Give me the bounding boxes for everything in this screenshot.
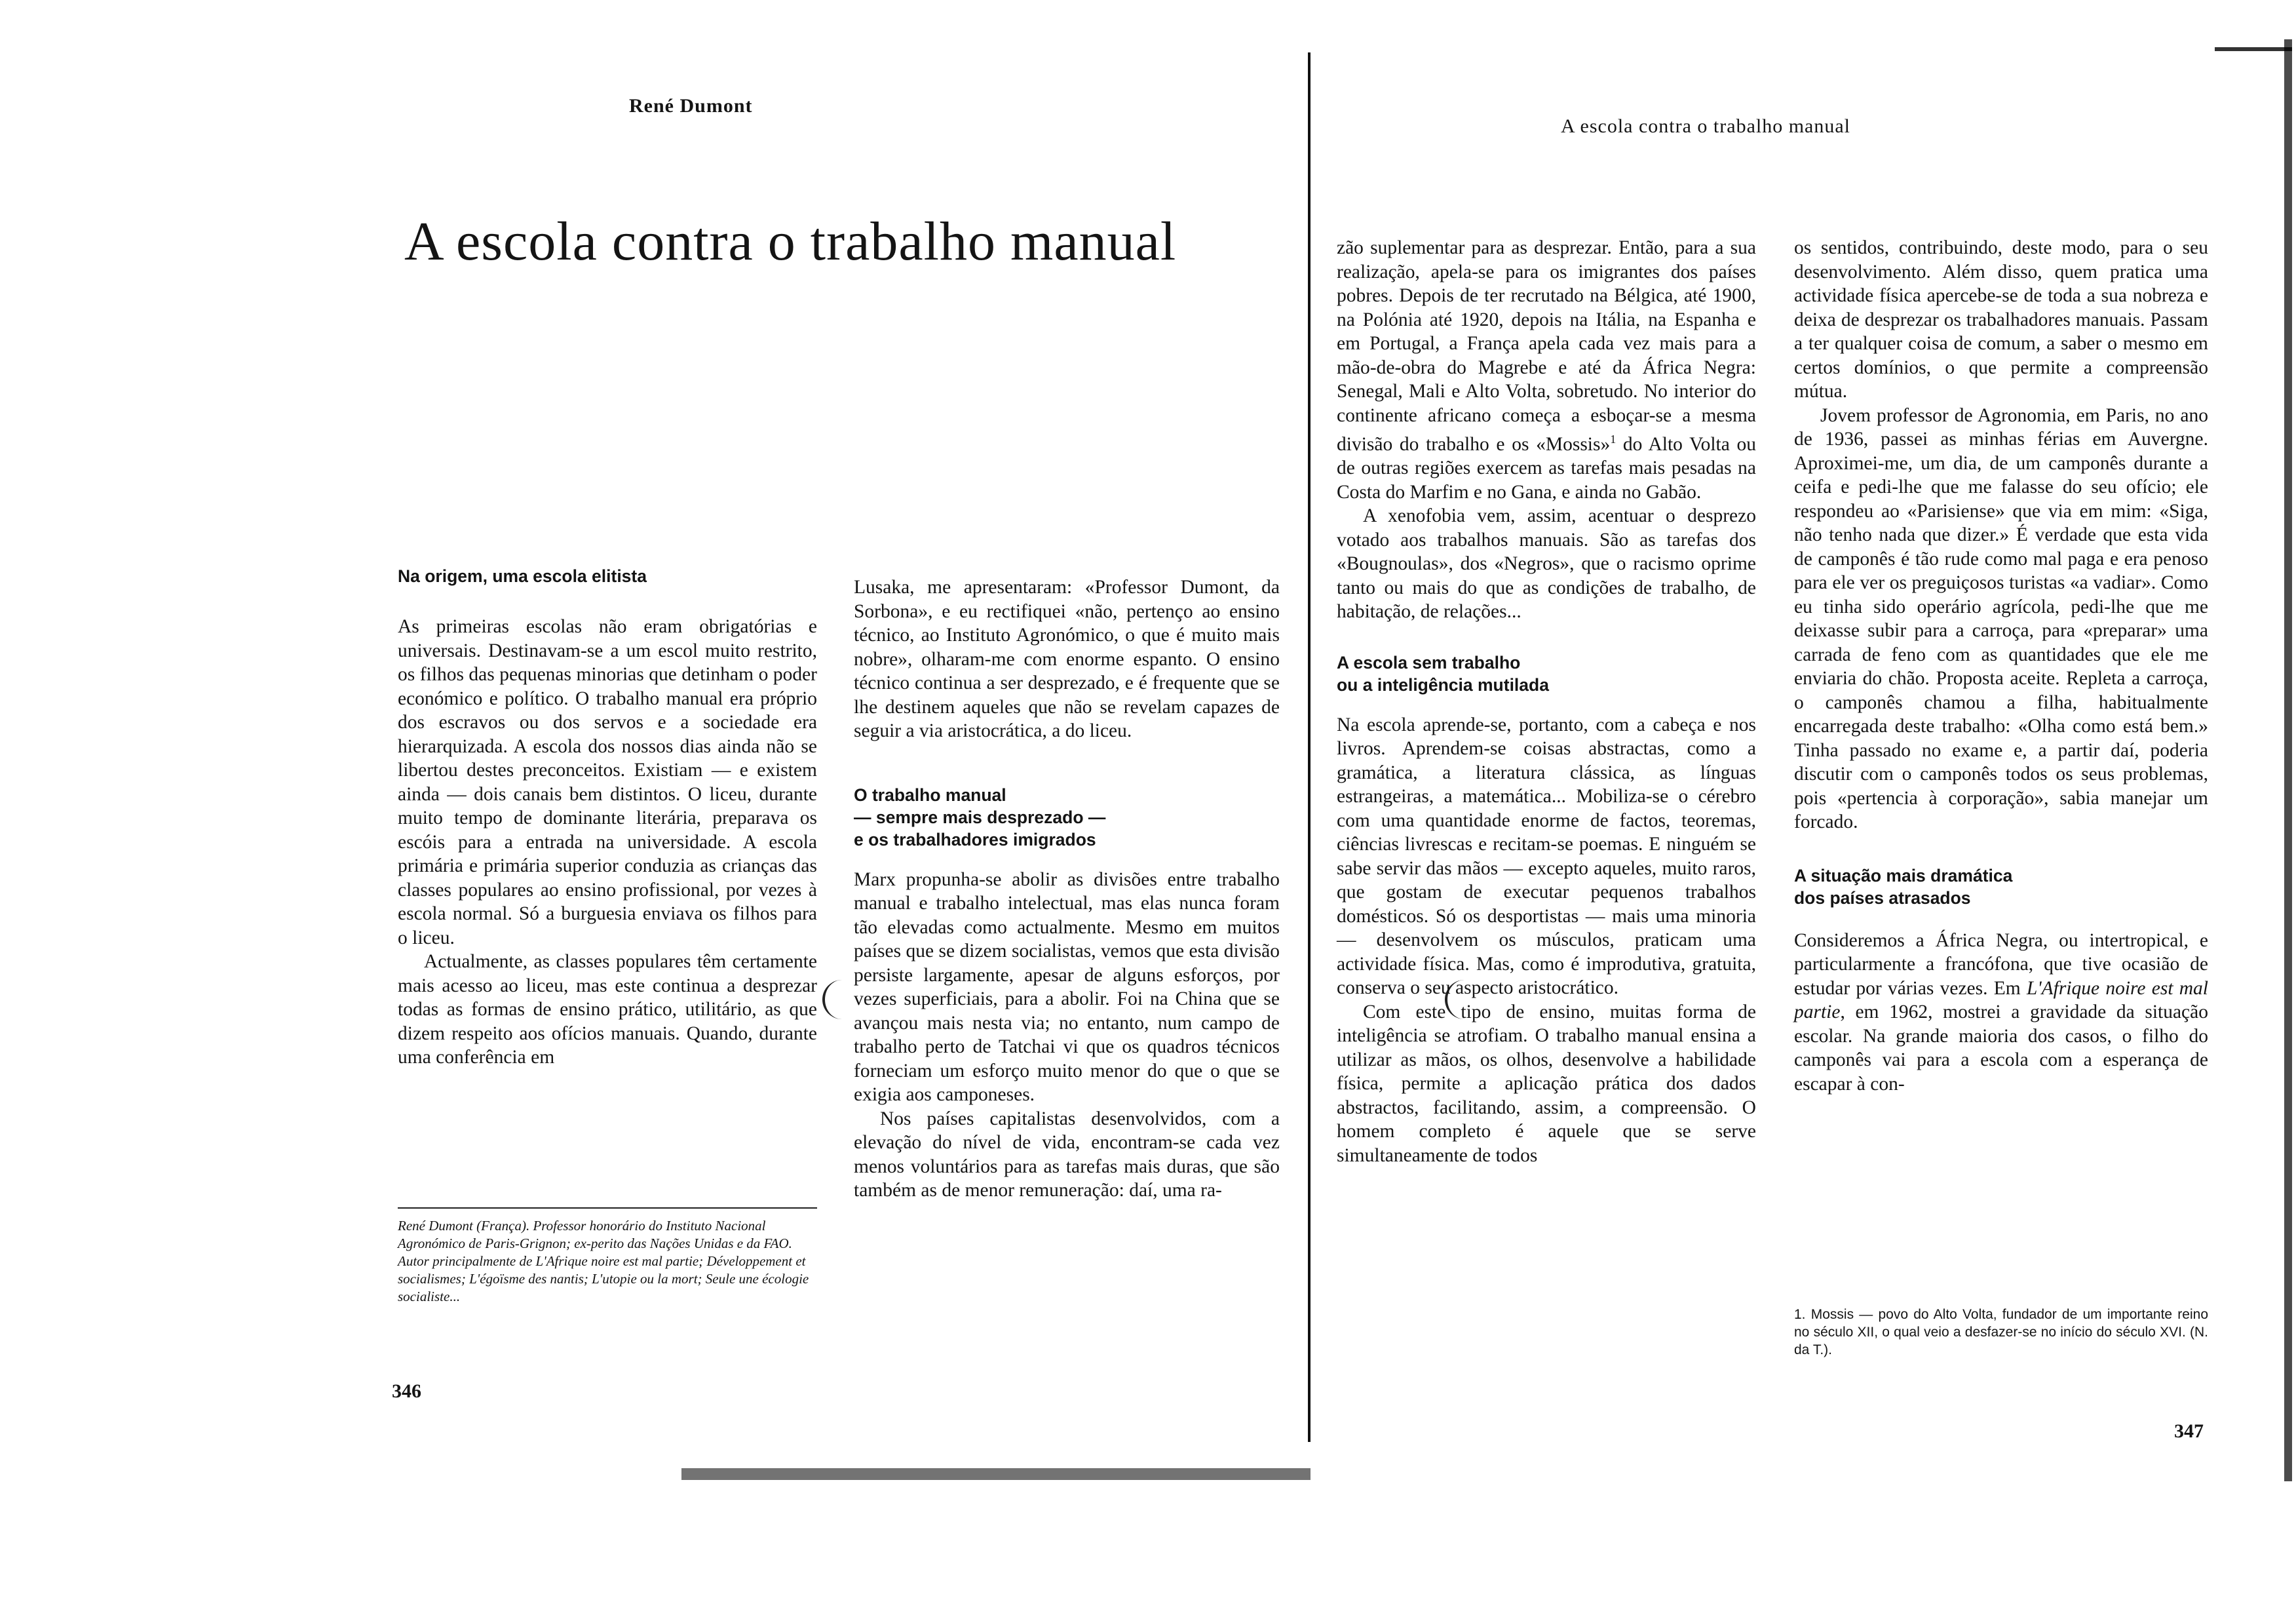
section-heading-line: A situação mais dramática	[1794, 865, 2013, 885]
paragraph	[1337, 236, 1756, 504]
section-heading-line: A escola sem trabalho	[1337, 652, 1521, 672]
column-4	[1794, 236, 2208, 1096]
column-2	[854, 575, 1280, 1203]
section-heading: Na origem, uma escola elitista	[398, 566, 647, 586]
paragraph: Lusaka, me apresentaram: «Professor Dumont, da Sorbona», e eu rectifiquei «não, pertenço ao ensino técnico, ao Instituto Agronómico, o que é muito mais nobre», olharam-me com enorme espanto. O ensino técnico continua a ser desprezado, e é frequente que se lhe destinem aqueles que não se revelam capazes de seguir a via aristocrática, a do liceu.	[854, 577, 1280, 741]
section-heading-line: O trabalho manual	[854, 785, 1006, 805]
page-number-left: 346	[392, 1380, 421, 1402]
bio-divider	[398, 1207, 817, 1209]
section-heading-line: ou a inteligência mutilada	[1337, 674, 1549, 695]
page-gutter	[1308, 52, 1311, 1442]
section-heading-line: — sempre mais desprezado —	[854, 807, 1106, 827]
running-head-author: René Dumont	[629, 95, 753, 117]
paragraph: Marx propunha-se abolir as divisões entre trabalho manual e trabalho intelectual, mas elas nunca foram tão elevadas como actualmente. Mesmo em muitos países que se dizem socialistas, vemos que esta divisão persiste largamente, apesar de alguns esforços, por vezes superficiais, para a abolir. Foi na China que se avançou mais nesta via; no entanto, num campo de trabalho perto de Tatchai vi que os quadros técnicos forneciam um esforço muito menor do que o que se exigia aos camponeses.	[854, 868, 1280, 1105]
paragraph: Com este tipo de ensino, muitas forma de inteligência se atrofiam. O trabalho manual ensina a utilizar as mãos, os olhos, desenvolve a habilidade física, permite a aplicação prática dos dados abstractos, facilitando, assim, a compreensão. O homem completo é aquele que se serve simultaneamente de todos	[1337, 1001, 1756, 1166]
section-heading-line: e os trabalhadores imigrados	[854, 829, 1096, 849]
column-3	[1337, 236, 1756, 1167]
scan-shadow-right	[2284, 39, 2292, 1481]
running-head-title: A escola contra o trabalho manual	[1561, 115, 1851, 137]
paragraph: Nos países capitalistas desenvolvidos, com a elevação do nível de vida, encontram-se cada vez menos voluntários para as tarefas mais duras, que são também as de menor remuneração: daí, uma ra-	[854, 1108, 1280, 1201]
footnote: 1. Mossis — povo do Alto Volta, fundador de um importante reino no século XII, o qual veio a desfazer-se no início do século XVI. (N. da T.).	[1794, 1307, 2208, 1357]
paragraph: os sentidos, contribuindo, deste modo, para o seu desenvolvimento. Além disso, quem pratica uma actividade física apercebe-se de toda a sua nobreza e deixa de desprezar os trabalhadores manuais. Passam a ter qualquer coisa de comum, a saber o mesmo em certos domínios, o que permite a compreensão mútua.	[1794, 237, 2208, 402]
paragraph	[1794, 929, 2208, 1097]
paragraph: Jovem professor de Agronomia, em Paris, no ano de 1936, passei as minhas férias em Auvergne. Aproximei-me, um dia, de um camponês durante a ceifa e pedi-lhe que me falasse do seu ofício; ele respondeu ao «Parisiense» que via em mim: «Siga, não tenho nada que dizer.» É verdade que esta vida de camponês é tão rude como mal paga e era penoso para ele ver os preguiçosos turistas «a vadiar». Como eu tinha sido operário agrícola, pedi-lhe que me deixasse subir para a carroça, para «preparar» uma carrada de feno com as quantidades que ele me enviaria do chão. Proposta aceite. Repleta a carroça, o camponês chamou a filha, habitualmente encarregada deste trabalho: «Olha como está bem.» Tinha passado no exame e, a partir daí, poderia discutir com o camponês todos os seus problemas, pois «pertencia à corporação», sabia manejar um forcado.	[1794, 404, 2208, 832]
paragraph: Actualmente, as classes populares têm certamente mais acesso ao liceu, mas este continua a desprezar todas as formas de ensino prático, utilitário, as que dizem respeito aos ofícios manuais. Quando, durante uma conferência em	[398, 951, 817, 1068]
paragraph: A xenofobia vem, assim, acentuar o desprezo votado aos trabalhos manuais. São as tarefas dos «Bougnoulas», dos «Negros», que o racismo oprime tanto ou mais do que as condições de trabalho, de habitação, de relações...	[1337, 505, 1756, 623]
paragraph-text: do Alto Volta ou de outras regiões exercem as tarefas mais pesadas na Costa do Marfim e no Gana, e ainda no Gabão.	[1337, 433, 1756, 503]
paragraph-text: Consideremos a África Negra, ou intertropical, e particularmente a francófona, que tive ocasião de estudar por várias vezes. Em	[1794, 929, 2208, 999]
scan-edge-top-right	[2215, 47, 2292, 51]
paragraph: As primeiras escolas não eram obrigatórias e universais. Destinavam-se a um escol muito restrito, os filhos das pequenas minorias que detinham o poder económico e político. O trabalho manual era próprio dos escravos ou dos servos e a sociedade era hierarquizada. A escola dos nossos dias ainda não se libertou destes preconceitos. Existiam — e existem ainda — dois canais bem distintos. O liceu, durante muito tempo de dominante literária, preparava os escóis para a entrada na universidade. A escola primária e primária superior conduzia as crianças das classes populares ao ensino profissional, por vezes à escola normal. Só a burguesia enviava os filhos para o liceu.	[398, 616, 817, 948]
scan-shadow-bottom	[681, 1468, 1311, 1480]
section-heading	[1337, 652, 1756, 696]
author-bio: René Dumont (França). Professor honorário do Instituto Nacional Agronómico de Paris-Grignon; ex-perito das Nações Unidas e da FAO. Autor principalmente de L'Afrique noire est mal partie; Développement et socialismes; L'égoïsme des nantis; L'utopie ou la mort; Seule une écologie socialiste...	[398, 1218, 809, 1304]
section-heading	[1794, 865, 2208, 909]
column-1	[398, 565, 817, 1070]
binding-mark-left	[822, 980, 845, 1019]
article-title: A escola contra o trabalho manual	[404, 211, 1177, 272]
section-heading	[854, 784, 1280, 851]
footnote-ref: 1	[1610, 433, 1617, 446]
paragraph-text: zão suplementar para as desprezar. Então, para a sua realização, apela-se para os imigrantes dos países pobres. Depois de ter recrutado na Bélgica, até 1900, na Polónia até 1920, depois na Itália, na Espanha e em Portugal, a França apela cada vez mais para a mão-de-obra do Magrebe e até da África Negra: Senegal, Mali e Alto Volta, sobretudo. No interior do continente africano começa a esboçar-se a mesma divisão do trabalho e os «Mossis»	[1337, 237, 1756, 455]
paragraph-text: , em 1962, mostrei a gravidade da situação escolar. Na grande maioria dos casos, o filho do camponês vai para a escola com a esperança de escapar à con-	[1794, 1002, 2208, 1095]
page-number-right: 347	[2174, 1420, 2204, 1442]
paragraph: Na escola aprende-se, portanto, com a cabeça e nos livros. Aprendem-se coisas abstractas, como a gramática, a literatura clássica, as línguas estrangeiras, a matemática... Mobiliza-se o cérebro com uma quantidade enorme de factos, teoremas, ciências livrescas e recitam-se poemas. E ninguém se sabe servir das mãos — excepto aqueles, muito raros, que gostam de executar pequenos trabalhos domésticos. Só os desportistas — mais uma minoria — desenvolvem os músculos, praticam uma actividade física. Mas, como é improdutiva, gratuita, conserva o seu aspecto aristocrático.	[1337, 714, 1756, 999]
section-heading-line: dos países atrasados	[1794, 887, 1971, 908]
book-title: L'Afrique noire est mal partie	[1794, 977, 2208, 1022]
